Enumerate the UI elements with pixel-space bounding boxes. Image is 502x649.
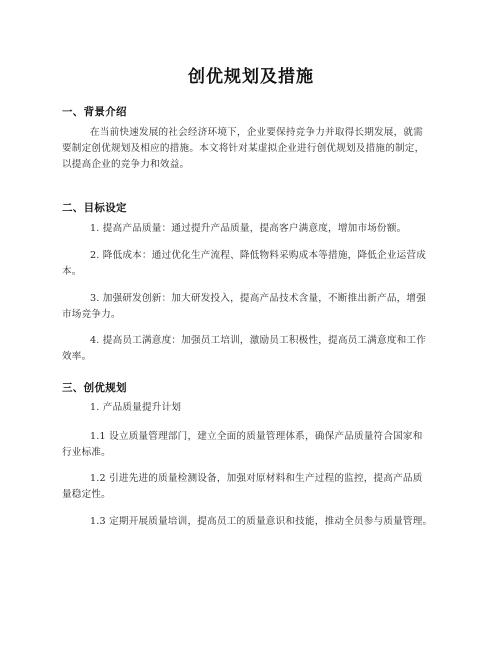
paragraph-line: 本。 <box>62 266 82 277</box>
goal-item-3 <box>62 291 442 323</box>
paragraph-line: 4. 提高员工满意度：加强员工培训，激励员工积极性，提高员工满意度和工作 <box>90 335 426 346</box>
goal-item-4 <box>62 333 442 365</box>
paragraph-line: 行业标准。 <box>62 447 111 458</box>
paragraph-line: 效率。 <box>62 351 92 362</box>
paragraph-line: 市场竞争力。 <box>62 309 121 320</box>
paragraph-line: 以提高企业的竞争力和效益。 <box>62 159 190 170</box>
paragraph-line: 要制定创优规划及相应的措施。本文将针对某虚拟企业进行创优规划及措施的制定， <box>62 143 425 154</box>
plan-item-1-1 <box>62 429 442 461</box>
section-heading: 三、创优规划 <box>62 382 127 394</box>
goal-item-2 <box>62 248 442 280</box>
section-heading: 一、背景介绍 <box>62 106 127 118</box>
section-heading-goals <box>62 200 442 215</box>
document-title: 创优规划及措施 <box>188 67 314 87</box>
goal-item-1 <box>62 221 442 237</box>
paragraph-line: 1. 提高产品质量：通过提升产品质量，提高客户满意度，增加市场份额。 <box>90 223 407 234</box>
paragraph-line: 1.2 引进先进的质量检测设备，加强对原材料和生产过程的监控，提高产品质 <box>90 473 423 484</box>
plan-item-1-3 <box>62 514 442 530</box>
paragraph-line: 量稳定性。 <box>62 489 111 500</box>
paragraph-line: 1.3 定期开展质量培训，提高员工的质量意识和技能，推动全员参与质量管理。 <box>90 516 433 527</box>
paragraph-background <box>62 125 442 173</box>
plan-item-1-2 <box>62 471 442 503</box>
paragraph-line: 3. 加强研发创新：加大研发投入，提高产品技术含量，不断推出新产品，增强 <box>90 293 426 304</box>
section-heading-plan <box>62 380 442 395</box>
paragraph-line: 1. 产品质量提升计划 <box>90 402 182 413</box>
paragraph-line: 1.1 设立质量管理部门，建立全面的质量管理体系，确保产品质量符合国家和 <box>90 431 423 442</box>
section-heading-background <box>62 104 442 119</box>
paragraph-line: 2. 降低成本：通过优化生产流程、降低物料采购成本等措施，降低企业运营成 <box>90 250 426 261</box>
plan-item-1 <box>62 400 442 416</box>
paragraph-line: 在当前快速发展的社会经济环境下，企业要保持竞争力并取得长期发展，就需 <box>90 127 423 138</box>
section-heading: 二、目标设定 <box>62 202 127 214</box>
